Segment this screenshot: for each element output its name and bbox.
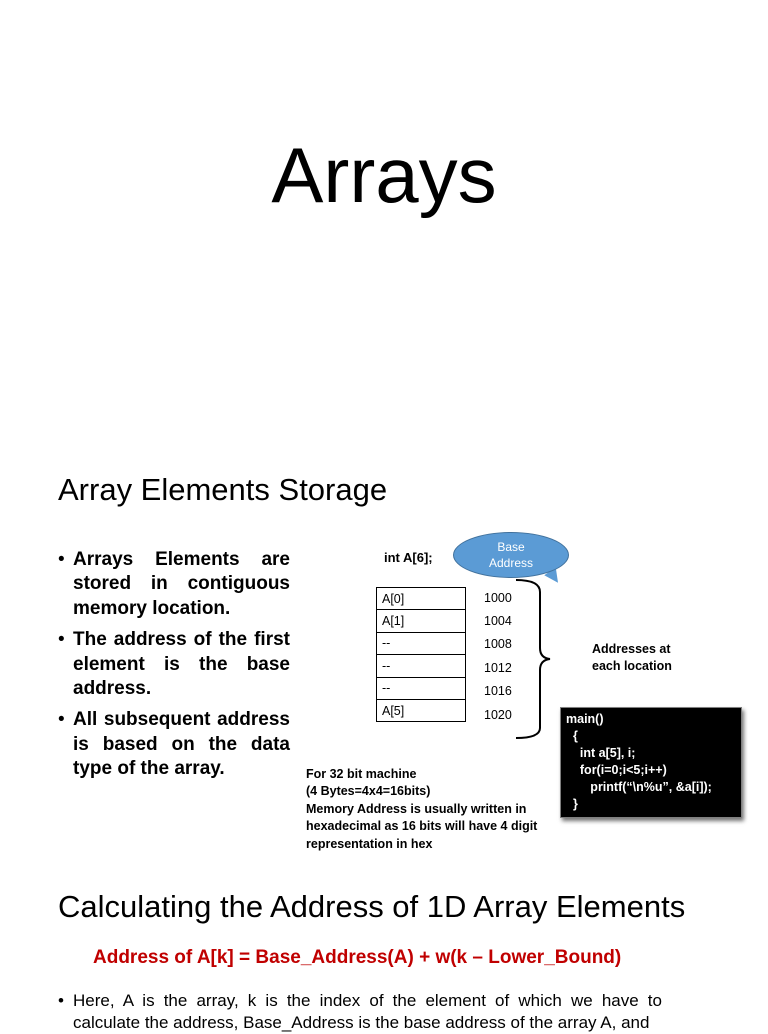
note-line: representation in hex [306,836,433,851]
address-value: 1016 [484,684,512,698]
address-value: 1020 [484,708,512,722]
bullet-item: • All subsequent address is based on the data type of the array. [58,708,290,781]
slide-heading-storage: Array Elements Storage [58,472,388,507]
machine-note [306,766,537,853]
bullet-item: • Arrays Elements are stored in contiguous memory location. [58,548,290,621]
storage-bullet-list [58,548,290,789]
memory-cell: -- [377,677,466,699]
memory-cell: A[0] [377,588,466,610]
address-formula: Address of A[k] = Base_Address(A) + w(k – Lower_Bound) [93,947,622,968]
table-row [377,699,466,721]
base-address-callout [453,532,569,578]
address-value: 1000 [484,591,512,605]
table-row [377,677,466,699]
note-line: For 32 bit machine [306,767,417,781]
memory-cell: A[5] [377,699,466,721]
right-brace-icon [512,578,552,743]
address-value: 1012 [484,661,512,675]
memory-cell: A[1] [377,610,466,632]
slide-heading-address-calc: Calculating the Address of 1D Array Elements [58,889,686,924]
array-declaration: int A[6]; [384,550,433,565]
code-line: main() [566,712,604,726]
callout-line: Address [488,556,534,570]
table-row [377,610,466,632]
address-value: 1008 [484,637,512,651]
code-line: } [566,797,578,811]
memory-cell: -- [377,632,466,654]
explanation-bullet: • Here, A is the array, k is the index of the element of which we have to calculate the address, Base_Address is the base address of the array A, and [58,990,662,1034]
code-line: for(i=0;i<5;i++) [566,763,667,777]
table-row [377,588,466,610]
memory-cells-table [376,587,466,722]
code-line: int a[5], i; [566,746,636,760]
table-row [377,655,466,677]
addresses-label [592,641,672,675]
code-line: { [566,729,578,743]
note-line: (4 Bytes=4x4=16bits) [306,784,431,799]
note-line: Memory Address is usually written in [306,801,527,816]
memory-cell: -- [377,655,466,677]
label-line: each location [592,659,672,673]
note-line: hexadecimal as 16 bits will have 4 digit [306,819,538,834]
label-line: Addresses at [592,642,671,656]
callout-line: Base [497,540,525,554]
address-value: 1004 [484,614,512,628]
bullet-item: • The address of the first element is the base address. [58,628,290,701]
code-line: printf(“\n%u”, &a[i]); [566,780,712,794]
table-row [377,632,466,654]
slide-title: Arrays [271,131,497,219]
code-snippet-box [560,707,742,818]
